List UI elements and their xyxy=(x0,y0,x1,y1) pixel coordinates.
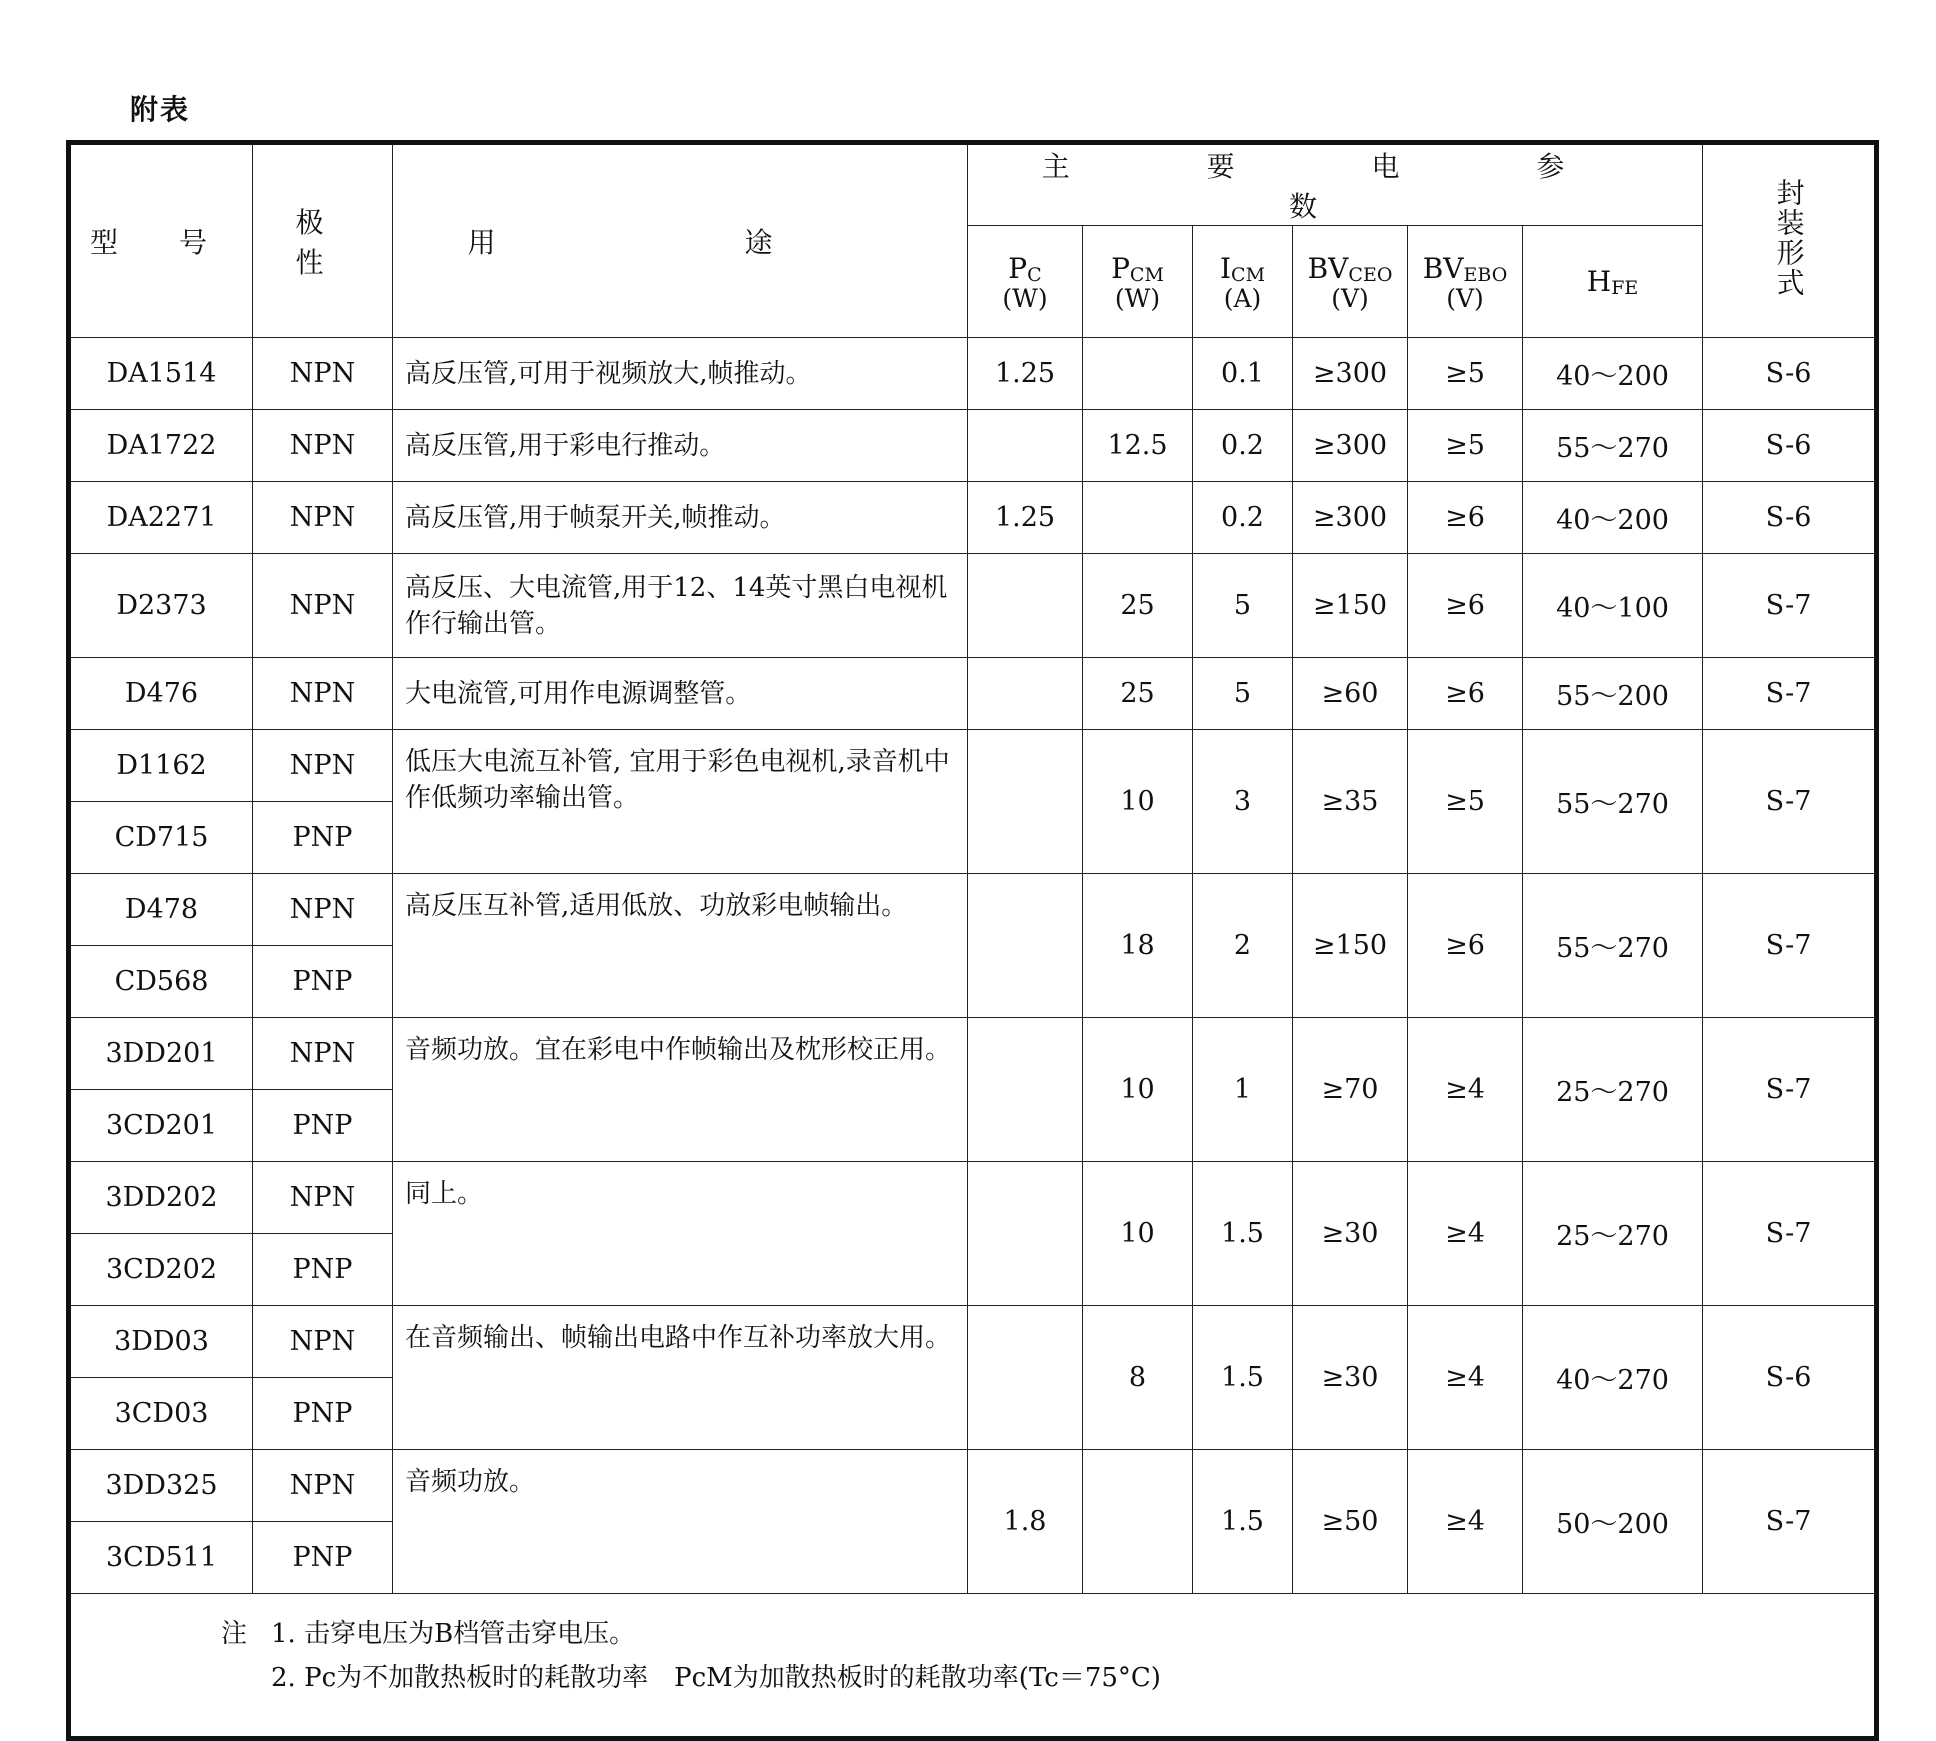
model-cell: 3DD202 xyxy=(69,1162,253,1234)
purpose-cell: 高反压管,用于彩电行推动。 xyxy=(393,410,968,482)
pc-cell xyxy=(968,1306,1083,1450)
model-cell: D2373 xyxy=(69,554,253,658)
package-cell: S-6 xyxy=(1703,1306,1877,1450)
header-bvebo: $BV_{EBO}$ (V) xyxy=(1408,226,1523,338)
table-row xyxy=(69,410,1877,482)
pc-cell: 1.25 xyxy=(968,482,1083,554)
bvceo-cell: ≥300 xyxy=(1293,410,1408,482)
polarity-cell: PNP xyxy=(253,1378,393,1450)
pcm-cell xyxy=(1083,1450,1193,1594)
package-cell: S-7 xyxy=(1703,554,1877,658)
note-2: 2. Pc为不加散热板时的耗散功率 PcM为加散热板时的耗散功率(Tc＝75°C) xyxy=(271,1663,1161,1693)
header-pcm: $P_{CM}$ (W) xyxy=(1083,226,1193,338)
icm-cell: 0.1 xyxy=(1193,338,1293,410)
package-cell: S-7 xyxy=(1703,1450,1877,1594)
bvceo-cell: ≥30 xyxy=(1293,1306,1408,1450)
hfe-cell: 55～200 xyxy=(1523,658,1703,730)
package-cell: S-7 xyxy=(1703,874,1877,1018)
icm-cell: 1.5 xyxy=(1193,1306,1293,1450)
bvebo-cell: ≥6 xyxy=(1408,482,1523,554)
model-cell: CD568 xyxy=(69,946,253,1018)
bvceo-cell: ≥35 xyxy=(1293,730,1408,874)
pc-cell xyxy=(968,1162,1083,1306)
polarity-cell: NPN xyxy=(253,1162,393,1234)
bvebo-cell: ≥4 xyxy=(1408,1018,1523,1162)
package-cell: S-7 xyxy=(1703,658,1877,730)
bvceo-cell: ≥60 xyxy=(1293,658,1408,730)
pcm-cell xyxy=(1083,482,1193,554)
polarity-cell: PNP xyxy=(253,1234,393,1306)
hfe-cell: 40～200 xyxy=(1523,338,1703,410)
header-bvceo: $BV_{CEO}$ (V) xyxy=(1293,226,1408,338)
pcm-cell: 10 xyxy=(1083,1018,1193,1162)
header-polarity: 极 性 xyxy=(253,143,393,338)
purpose-cell: 音频功放。 xyxy=(393,1450,968,1594)
bvebo-cell: ≥6 xyxy=(1408,874,1523,1018)
model-cell: D1162 xyxy=(69,730,253,802)
pc-cell: 1.25 xyxy=(968,338,1083,410)
polarity-cell: PNP xyxy=(253,1522,393,1594)
pc-cell xyxy=(968,730,1083,874)
pcm-cell: 8 xyxy=(1083,1306,1193,1450)
pc-cell xyxy=(968,874,1083,1018)
purpose-cell: 在音频输出、帧输出电路中作互补功率放大用。 xyxy=(393,1306,968,1450)
purpose-cell: 高反压互补管,适用低放、功放彩电帧输出。 xyxy=(393,874,968,1018)
icm-cell: 0.2 xyxy=(1193,482,1293,554)
pc-cell xyxy=(968,554,1083,658)
model-cell: 3CD201 xyxy=(69,1090,253,1162)
polarity-cell: NPN xyxy=(253,1450,393,1522)
bvebo-cell: ≥5 xyxy=(1408,730,1523,874)
pcm-cell: 25 xyxy=(1083,554,1193,658)
package-cell: S-7 xyxy=(1703,730,1877,874)
polarity-cell: NPN xyxy=(253,338,393,410)
purpose-cell: 高反压、大电流管,用于12、14英寸黑白电视机作行输出管。 xyxy=(393,554,968,658)
header-icm: $I_{CM}$ (A) xyxy=(1193,226,1293,338)
polarity-cell: NPN xyxy=(253,554,393,658)
model-cell: 3CD511 xyxy=(69,1522,253,1594)
icm-cell: 2 xyxy=(1193,874,1293,1018)
pcm-cell: 12.5 xyxy=(1083,410,1193,482)
table-row xyxy=(69,1450,1877,1522)
pcm-cell: 25 xyxy=(1083,658,1193,730)
table-row xyxy=(69,730,1877,802)
polarity-cell: NPN xyxy=(253,1018,393,1090)
bvceo-cell: ≥150 xyxy=(1293,554,1408,658)
transistor-spec-table xyxy=(66,140,1879,1741)
bvebo-cell: ≥6 xyxy=(1408,554,1523,658)
table-body xyxy=(69,338,1877,1594)
hfe-cell: 25～270 xyxy=(1523,1162,1703,1306)
hfe-cell: 40～270 xyxy=(1523,1306,1703,1450)
bvebo-cell: ≥4 xyxy=(1408,1306,1523,1450)
table-row xyxy=(69,1162,1877,1234)
package-cell: S-6 xyxy=(1703,410,1877,482)
bvebo-cell: ≥4 xyxy=(1408,1450,1523,1594)
model-cell: CD715 xyxy=(69,802,253,874)
polarity-cell: PNP xyxy=(253,1090,393,1162)
bvebo-cell: ≥4 xyxy=(1408,1162,1523,1306)
purpose-cell: 大电流管,可用作电源调整管。 xyxy=(393,658,968,730)
icm-cell: 5 xyxy=(1193,658,1293,730)
header-pc: $P_C$ (W) xyxy=(968,226,1083,338)
model-cell: 3CD202 xyxy=(69,1234,253,1306)
pc-cell xyxy=(968,410,1083,482)
model-cell: D478 xyxy=(69,874,253,946)
bvceo-cell: ≥70 xyxy=(1293,1018,1408,1162)
polarity-cell: NPN xyxy=(253,410,393,482)
package-cell: S-6 xyxy=(1703,338,1877,410)
icm-cell: 1.5 xyxy=(1193,1162,1293,1306)
notes xyxy=(69,1594,1877,1739)
table-row xyxy=(69,1306,1877,1378)
bvebo-cell: ≥5 xyxy=(1408,338,1523,410)
icm-cell: 1 xyxy=(1193,1018,1293,1162)
model-cell: 3CD03 xyxy=(69,1378,253,1450)
pc-cell xyxy=(968,658,1083,730)
purpose-cell: 低压大电流互补管, 宜用于彩色电视机,录音机中作低频功率输出管。 xyxy=(393,730,968,874)
pc-cell xyxy=(968,1018,1083,1162)
table-row xyxy=(69,874,1877,946)
model-cell: DA2271 xyxy=(69,482,253,554)
pcm-cell xyxy=(1083,338,1193,410)
pcm-cell: 10 xyxy=(1083,730,1193,874)
table-row xyxy=(69,338,1877,410)
header-package: 封装形式 xyxy=(1703,143,1877,338)
polarity-cell: PNP xyxy=(253,802,393,874)
model-cell: 3DD325 xyxy=(69,1450,253,1522)
table-row xyxy=(69,554,1877,658)
package-cell: S-7 xyxy=(1703,1162,1877,1306)
polarity-cell: NPN xyxy=(253,482,393,554)
package-cell: S-7 xyxy=(1703,1018,1877,1162)
model-cell: DA1722 xyxy=(69,410,253,482)
header-hfe: $H_{FE}$ xyxy=(1523,226,1703,338)
bvceo-cell: ≥300 xyxy=(1293,338,1408,410)
header-model: 型 号 xyxy=(69,143,253,338)
table-row xyxy=(69,1018,1877,1090)
model-cell: DA1514 xyxy=(69,338,253,410)
polarity-cell: NPN xyxy=(253,1306,393,1378)
appendix-title: 附表 xyxy=(130,93,191,126)
pc-cell: 1.8 xyxy=(968,1450,1083,1594)
icm-cell: 1.5 xyxy=(1193,1450,1293,1594)
header-purpose: 用 途 xyxy=(393,143,968,338)
hfe-cell: 55～270 xyxy=(1523,874,1703,1018)
icm-cell: 3 xyxy=(1193,730,1293,874)
icm-cell: 0.2 xyxy=(1193,410,1293,482)
hfe-cell: 55～270 xyxy=(1523,410,1703,482)
purpose-cell: 音频功放。宜在彩电中作帧输出及枕形校正用。 xyxy=(393,1018,968,1162)
bvceo-cell: ≥150 xyxy=(1293,874,1408,1018)
model-cell: 3DD201 xyxy=(69,1018,253,1090)
note-1: 注 1. 击穿电压为B档管击穿电压。 xyxy=(221,1619,636,1649)
bvceo-cell: ≥30 xyxy=(1293,1162,1408,1306)
model-cell: D476 xyxy=(69,658,253,730)
table-row xyxy=(69,658,1877,730)
purpose-cell: 高反压管,用于帧泵开关,帧推动。 xyxy=(393,482,968,554)
bvebo-cell: ≥6 xyxy=(1408,658,1523,730)
polarity-cell: NPN xyxy=(253,874,393,946)
purpose-cell: 同上。 xyxy=(393,1162,968,1306)
pcm-cell: 10 xyxy=(1083,1162,1193,1306)
purpose-cell: 高反压管,可用于视频放大,帧推动。 xyxy=(393,338,968,410)
polarity-cell: NPN xyxy=(253,658,393,730)
hfe-cell: 50～200 xyxy=(1523,1450,1703,1594)
model-cell: 3DD03 xyxy=(69,1306,253,1378)
bvceo-cell: ≥300 xyxy=(1293,482,1408,554)
hfe-cell: 55～270 xyxy=(1523,730,1703,874)
bvebo-cell: ≥5 xyxy=(1408,410,1523,482)
hfe-cell: 40～200 xyxy=(1523,482,1703,554)
table-row xyxy=(69,482,1877,554)
icm-cell: 5 xyxy=(1193,554,1293,658)
hfe-cell: 40～100 xyxy=(1523,554,1703,658)
header-main-params: 主 要 电 参 数 xyxy=(968,143,1703,226)
pcm-cell: 18 xyxy=(1083,874,1193,1018)
bvceo-cell: ≥50 xyxy=(1293,1450,1408,1594)
hfe-cell: 25～270 xyxy=(1523,1018,1703,1162)
polarity-cell: PNP xyxy=(253,946,393,1018)
polarity-cell: NPN xyxy=(253,730,393,802)
package-cell: S-6 xyxy=(1703,482,1877,554)
